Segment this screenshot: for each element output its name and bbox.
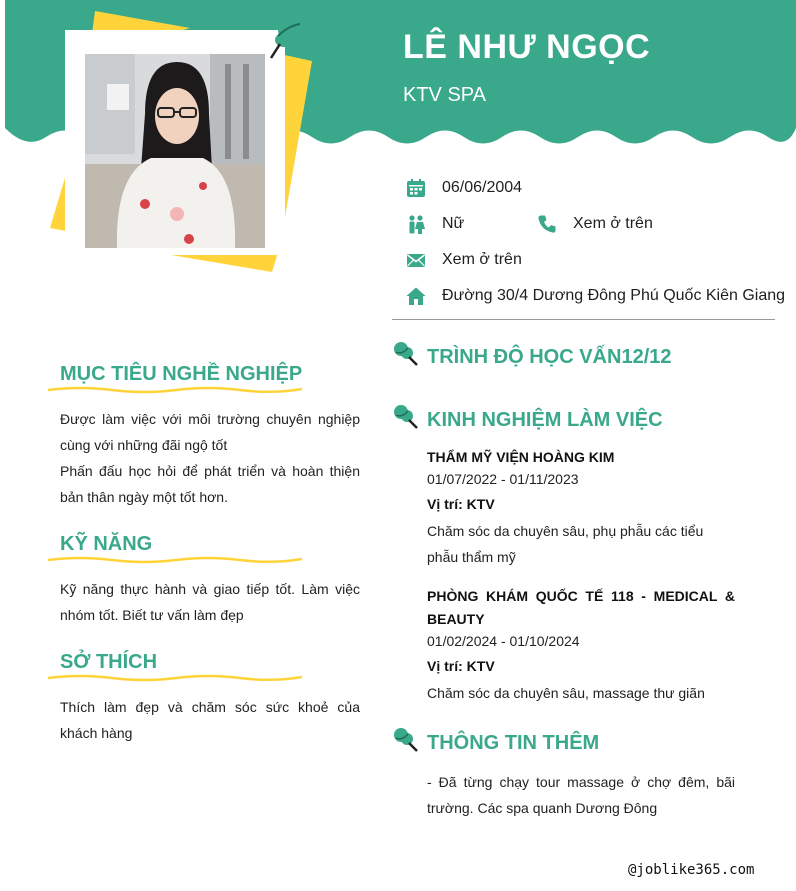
objective-text: Được làm việc với môi trường chuyên nghiệp cùng với những đãi ngộ tốt Phấn đấu học hỏi để phát triển và hoàn thiện bản thân ngày một tốt hơn. [60, 411, 360, 505]
pushpin-icon [392, 403, 418, 429]
birthdate-value: 06/06/2004 [442, 179, 523, 196]
pushpin-icon [268, 16, 306, 60]
envelope-icon [406, 250, 426, 270]
experience-company: THẨM MỸ VIỆN HOÀNG KIM [427, 449, 615, 465]
skills-underline [46, 554, 304, 566]
objective-heading: MỤC TIÊU NGHỀ NGHIỆP [60, 363, 303, 385]
experience-description: Chăm sóc da chuyên sâu, phụ phẫu các tiểu phẫu thẩm mỹ [427, 523, 704, 565]
experience-heading: KINH NGHIỆM LÀM VIỆC [427, 409, 663, 431]
candidate-name: LÊ NHƯ NGỌC [403, 28, 651, 66]
hobbies-underline [46, 672, 304, 684]
contact-email [406, 250, 522, 270]
objective-underline [46, 384, 304, 396]
phone-value: Xem ở trên [573, 215, 653, 232]
contact-birthdate [406, 178, 522, 198]
additional-info-text: - Đã từng chạy tour massage ở chợ đêm, bãi trường. Các spa quanh Dương Đông [427, 774, 735, 816]
address-value: Đường 30/4 Dương Đông Phú Quốc Kiên Giang [442, 287, 786, 304]
experience-description: Chăm sóc da chuyên sâu, massage thư giãn [427, 685, 705, 701]
experience-dates: 01/07/2022 - 01/11/2023 [427, 471, 579, 487]
calendar-icon [406, 178, 426, 198]
hobbies-heading: SỞ THÍCH [60, 651, 158, 673]
experience-dates: 01/02/2024 - 01/10/2024 [427, 633, 580, 649]
gender-value: Nữ [442, 215, 465, 232]
skills-text: Kỹ năng thực hành và giao tiếp tốt. Làm việc nhóm tốt. Biết tư vấn làm đẹp [60, 581, 360, 623]
home-icon [406, 286, 426, 306]
experience-company: PHÒNG KHÁM QUỐC TẾ 118 - MEDICAL & BEAUTY [427, 588, 735, 627]
site-watermark: @joblike365.com [628, 862, 755, 878]
additional-info-heading: THÔNG TIN THÊM [427, 732, 600, 754]
pushpin-icon [392, 726, 418, 752]
job-title: KTV SPA [403, 84, 486, 106]
contact-divider [392, 319, 775, 320]
phone-icon [537, 214, 557, 234]
hobbies-text: Thích làm đẹp và chăm sóc sức khoẻ của khách hàng [60, 699, 360, 741]
skills-heading: KỸ NĂNG [60, 533, 153, 555]
pushpin-icon [392, 340, 418, 366]
email-value: Xem ở trên [442, 251, 522, 268]
contact-phone [537, 214, 653, 234]
profile-photo [85, 54, 265, 248]
education-heading: TRÌNH ĐỘ HỌC VẤN12/12 [427, 346, 672, 368]
contact-address [406, 286, 785, 306]
experience-position: Vị trí: KTV [427, 658, 495, 674]
people-icon [406, 214, 426, 234]
contact-gender [406, 214, 464, 234]
experience-position: Vị trí: KTV [427, 496, 495, 512]
